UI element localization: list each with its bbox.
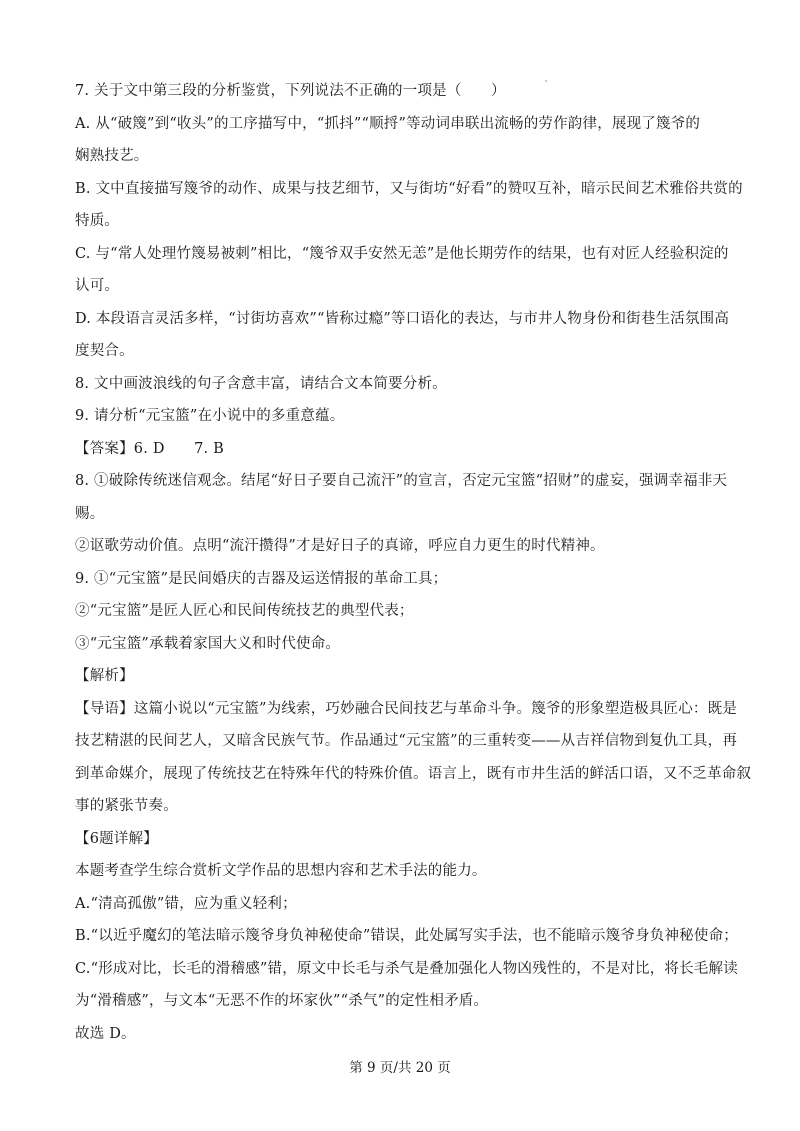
answer-8-point-1-end: 赐。: [75, 506, 105, 522]
q6-detail-a: A.“清高孤傲”错，应为重义轻利；: [75, 896, 297, 912]
option-c-line-2: 认可。: [75, 278, 120, 294]
q6-detail-c-line-2: 为“滑稽感”，与文本“无恶不作的坏家伙”“杀气”的定性相矛盾。: [75, 993, 489, 1009]
answer-9-point-3: ③“元宝篮”承载着家国大义和时代使命。: [75, 636, 341, 652]
answer-8-point-1: 8. ①破除传统迷信观念。结尾“好日子要自己流汗”的宣言，否定元宝篮“招财”的虚妄，强调幸福非天: [75, 473, 728, 489]
question-8-stem: 8. 文中画波浪线的句子含意丰富，请结合文本简要分析。: [75, 376, 447, 392]
q6-detail-intro: 本题考查学生综合赏析文学作品的思想内容和艺术手法的能力。: [75, 863, 487, 879]
option-d-line-1: D. 本段语言灵活多样，“讨街坊喜欢”“皆称过瘾”等口语化的表达，与市井人物身份和街巷生活氛围高: [75, 311, 730, 327]
answer-9-point-2: ②“元宝篮”是匠人匠心和民间传统技艺的典型代表；: [75, 603, 414, 619]
q6-detail-c-line-1: C.“形成对比，长毛的滑稽感”错，原文中长毛与杀气是叠加强化人物凶残性的，不是对比，将长毛解读: [75, 961, 738, 977]
option-b-line-1: B. 文中直接描写篾爷的动作、成果与技艺细节，又与街坊“好看”的赞叹互补，暗示民间艺术雅俗共赏的: [75, 181, 743, 197]
option-b-line-2: 特质。: [75, 213, 120, 229]
answer-header: 【答案】6. D 7. B: [75, 441, 224, 457]
answer-8-point-2: ②讴歌劳动价值。点明“流汗攒得”才是好日子的真谛，呼应自力更生的时代精神。: [75, 538, 605, 554]
option-d-line-2: 度契合。: [75, 343, 134, 359]
q6-conclusion: 故选 D。: [75, 1026, 136, 1042]
intro-line-3: 到革命媒介，展现了传统技艺在特殊年代的特殊价值。语言上，既有市井生活的鲜活口语，又不乏革命叙: [75, 766, 752, 782]
q6-detail-b: B.“以近乎魔幻的笔法暗示篾爷身负神秘使命”错误，此处属写实手法，也不能暗示篾爷身负神秘使命；: [75, 928, 738, 944]
intro-line-4: 事的紧张节奏。: [75, 798, 178, 814]
page-footer: 第 9 页/共 20 页: [349, 1060, 451, 1076]
option-a-line-1: A. 从“破篾”到“收头”的工序描写中，“抓抖”“顺捋”等动词串联出流畅的劳作韵律，展现了篾爷的: [75, 116, 701, 132]
option-c-line-1: C. 与“常人处理竹篾易被刺”相比，“篾爷双手安然无恙”是他长期劳作的结果，也有对匠人经验积淀的: [75, 246, 729, 262]
answer-9-point-1: 9. ①“元宝篮”是民间婚庆的吉器及运送情报的革命工具；: [75, 571, 448, 587]
question-9-stem: 9. 请分析“元宝篮”在小说中的多重意蕴。: [75, 408, 345, 424]
question-7-stem: 7. 关于文中第三段的分析鉴赏，下列说法不正确的一项是（ ）: [75, 83, 506, 99]
intro-line-2: 技艺精湛的民间艺人，又暗含民族气节。作品通过“元宝篮”的三重转变——从吉祥信物到复仇工具，再: [75, 733, 738, 749]
intro-line-1: 【导语】这篇小说以“元宝篮”为线索，巧妙融合民间技艺与革命斗争。篾爷的形象塑造极具匠心：既是: [75, 701, 738, 717]
option-a-line-2: 娴熟技艺。: [75, 148, 149, 164]
analysis-header: 【解析】: [75, 668, 134, 684]
q6-detail-header: 【6题详解】: [75, 831, 158, 847]
